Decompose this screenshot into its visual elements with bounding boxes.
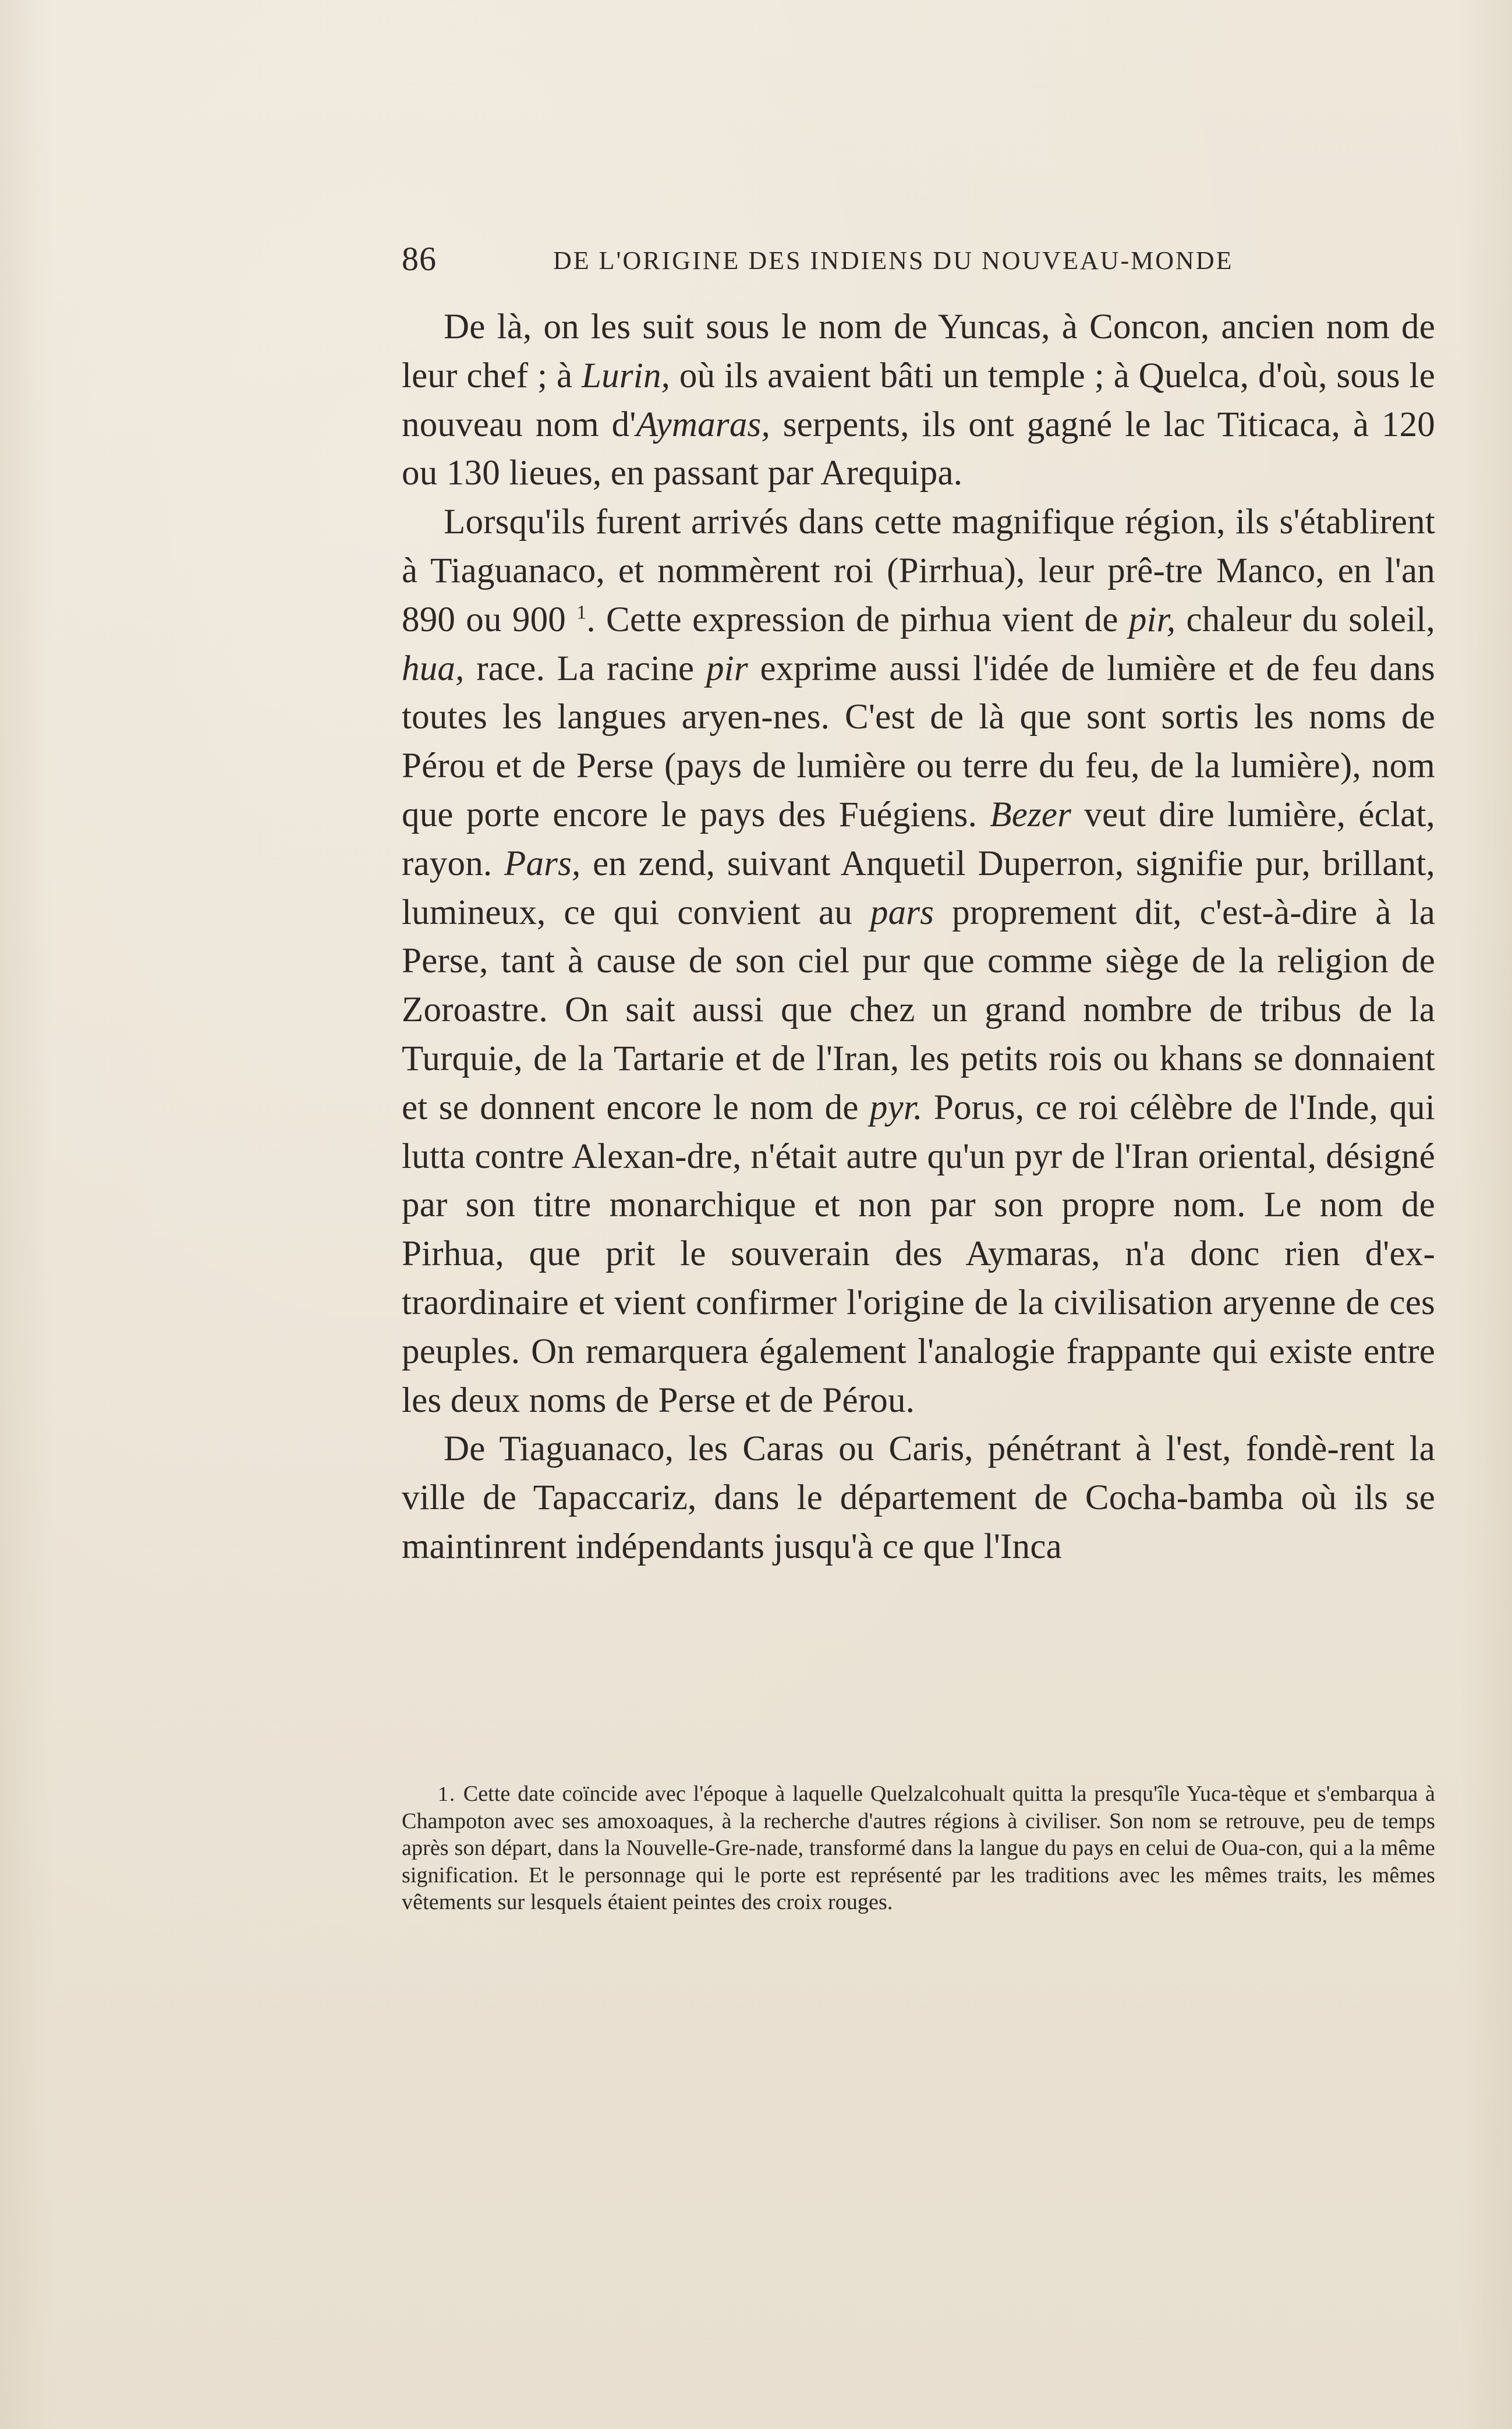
italic-word-pyr: pyr. <box>869 1088 923 1127</box>
italic-word-pars: Pars, <box>504 844 581 883</box>
paragraph-2-text-2: . Cette expression de pirhua vient de <box>586 600 1129 639</box>
paragraph-2-text-6: veut dire lumière, éclat, rayon. <box>402 795 1436 883</box>
footnote-reference: 1 <box>576 601 587 624</box>
italic-word-pir-second: pir <box>706 649 748 688</box>
paragraph-1-text-3: serpents, ils ont gagné le lac Titicaca, à 120 ou 130 lieues, en passant par Arequipa. <box>402 405 1436 493</box>
paragraph-2-text-3: chaleur du soleil, <box>1175 600 1435 639</box>
italic-word-pars-second: pars <box>870 893 934 932</box>
paragraph-2-text-8: proprement dit, c'est-à-dire à la Perse, tant à cause de son ciel pur que comme siège de la religion de Zoroastre. On sait aussi que chez un grand nombre de tribus de la Turquie, de la Tartarie et de l'Iran, les petits rois ou khans se donnaient et se donnent encore le nom de <box>402 893 1435 1127</box>
footnote-mark: 1. <box>438 1782 456 1805</box>
italic-word-bezer: Bezer <box>990 795 1072 834</box>
italic-word-lurin: Lurin, <box>582 356 671 395</box>
main-text <box>402 303 1435 1571</box>
italic-word-hua: hua, <box>402 649 465 688</box>
paragraph-1-text-2: où ils avaient bâti un temple ; à Quelca, d'où, sous le nouveau nom d' <box>402 356 1436 444</box>
page-number: 86 <box>402 240 437 278</box>
paragraph-2-text-4: race. La racine <box>464 649 706 688</box>
right-page-shadow <box>1460 0 1512 2429</box>
italic-word-pir: pir, <box>1128 600 1176 639</box>
footnote <box>402 1780 1435 1916</box>
italic-word-aymaras: Aymaras, <box>636 405 770 444</box>
paragraph-2-text-1: Lorsqu'ils furent arrivés dans cette magnifique région, ils s'établirent à Tiaguanaco, et nommèrent roi (Pirrhua), leur prê-tre Manco, en l'an 890 ou 900 <box>402 502 1435 639</box>
footnote-paragraph <box>402 1780 1435 1916</box>
paragraph-3: De Tiaguanaco, les Caras ou Caris, pénétrant à l'est, fondè-rent la ville de Tapaccariz, dans le département de Cocha-bamba où ils se maintinrent indépendants jusqu'à ce que l'Inca <box>402 1429 1435 1566</box>
paragraph-2 <box>402 498 1435 1425</box>
paragraph-2-text-9: Porus, ce roi célèbre de l'Inde, qui lutta contre Alexan-dre, n'était autre qu'un pyr de l'Iran oriental, désigné par son titre monarchique et non par son propre nom. Le nom de Pirhua, que prit le souverain des Aymaras, n'a donc rien d'ex-traordinaire et vient confirmer l'origine de la civilisation aryenne de ces peuples. On remarquera également l'analogie frappante qui existe entre les deux noms de Perse et de Pérou. <box>402 1088 1435 1420</box>
running-head <box>402 232 1461 284</box>
paragraph-1 <box>402 303 1435 498</box>
paragraph-2-text-5: exprime aussi l'idée de lumière et de feu dans toutes les langues aryen-nes. C'est de là que sont sortis les noms de Pérou et de Perse (pays de lumière ou terre du feu, de la lumière), nom que porte encore le pays des Fuégiens. <box>402 649 1435 834</box>
left-page-shadow <box>0 0 52 2429</box>
running-title: DE L'ORIGINE DES INDIENS DU NOUVEAU-MONDE <box>553 246 1234 275</box>
paragraph-1-text-1: De là, on les suit sous le nom de Yuncas, à Concon, ancien nom de leur chef ; à <box>402 307 1435 395</box>
footnote-text: Cette date coïncide avec l'époque à laquelle Quelzalcohualt quitta la presqu'île Yuca-tèque et s'embarqua à Champoton avec ses amoxoaques, à la recherche d'autres régions à civiliser. Son nom se retrouve, peu de temps après son départ, dans la Nouvelle-Gre-nade, transformé dans la langue du pays en celui de Oua-con, qui a la même signification. Et le personnage qui le porte est représenté par les traditions avec les mêmes traits, les mêmes vêtements sur lesquels étaient peintes des croix rouges. <box>402 1782 1436 1914</box>
paragraph-2-text-7: en zend, suivant Anquetil Duperron, signifie pur, brillant, lumineux, ce qui convient au <box>402 844 1435 932</box>
